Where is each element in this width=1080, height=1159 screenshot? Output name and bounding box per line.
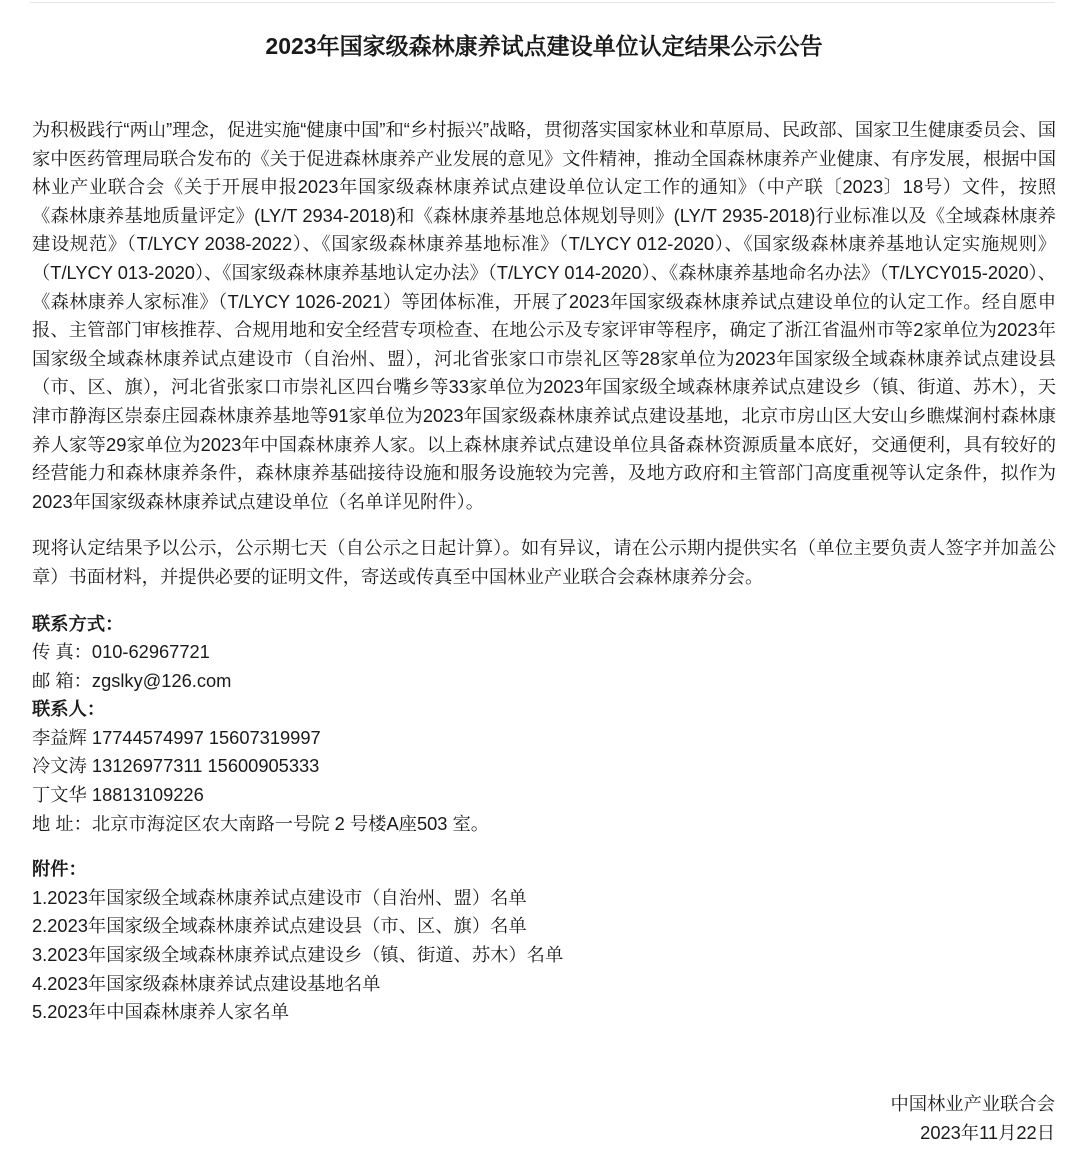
announcement-body (32, 116, 1056, 592)
page-title: 2023年国家级森林康养试点建设单位认定结果公示公告 (265, 33, 823, 59)
contact-person: 冷文涛 13126977311 15600905333 (32, 755, 320, 777)
contact-fax: 传 真：010-62967721 (32, 641, 210, 663)
attachments-section (32, 855, 1056, 1027)
contact-person: 丁文华 18813109226 (32, 784, 204, 806)
attachment-item: 3.2023年国家级全域森林康养试点建设乡（镇、街道、苏木）名单 (32, 944, 564, 966)
attachments-heading: 附件： (32, 858, 87, 880)
attachment-item: 1.2023年国家级全域森林康养试点建设市（自治州、盟）名单 (32, 886, 527, 908)
attachment-item: 2.2023年国家级全域森林康养试点建设县（市、区、旗）名单 (32, 915, 527, 937)
contact-person: 李益辉 17744574997 15607319997 (32, 726, 321, 748)
announcement-page (32, 0, 1056, 1027)
contact-people-heading: 联系人： (32, 698, 106, 720)
signature-org: 中国林业产业联合会 (890, 1093, 1055, 1114)
attachment-item: 4.2023年国家级森林康养试点建设基地名单 (32, 972, 381, 994)
attachment-item: 5.2023年中国森林康养人家名单 (32, 1001, 290, 1023)
contact-section (32, 610, 1056, 839)
contact-email: 邮 箱：zgslky@126.com (32, 669, 232, 691)
signature-date: 2023年11月22日 (920, 1121, 1055, 1143)
intro-paragraph: 为积极践行“两山”理念，促进实施“健康中国”和“乡村振兴”战略，贯彻落实国家林业和草原局、民政部、国家卫生健康委员会、国家中医药管理局联合发布的《关于促进森林康养产业发展的意见》文件精神，推动全国森林康养产业健康、有序发展，根据中国林业产业联合会《关于开展申报2023年国家级森林康养试点建设单位认定工作的通知》（中产联〔2023〕18号）文件，按照《森林康养基地质量评定》(LY/T 2934-2018)和《森林康养基地总体规划导则》(LY/T 2935-2018)行业标准以及《全域森林康养建设规范》（T/LYCY 2038-2022）、《国家级森林康养基地标准》（T/LYCY 012-2020）、《国家级森林康养基地认定实施规则》（T/LYCY 013-2020）、《国家级森林康养基地认定办法》（T/LYCY 014-2020）、《森林康养基地命名办法》（T/LYCY015-2020）、《森林康养人家标准》（T/LYCY 1026-2021）等团体标准，开展了2023年国家级森林康养试点建设单位的认定工作。经自愿申报、主管部门审核推荐、合规用地和安全经营专项检查、在地公示及专家评审等程序，确定了浙江省温州市等2家单位为2023年国家级全域森林康养试点建设市（自治州、盟），河北省张家口市崇礼区等28家单位为2023年国家级全域森林康养试点建设县（市、区、旗），河北省张家口市崇礼区四台嘴乡等33家单位为2023年国家级全域森林康养试点建设乡（镇、街道、苏木），天津市静海区崇泰庄园森林康养基地等91家单位为2023年国家级森林康养试点建设基地，北京市房山区大安山乡瞧煤涧村森林康养人家等29家单位为2023年中国森林康养人家。以上森林康养试点建设单位具备森林资源质量本底好，交通便利，具有较好的经营能力和森林康养条件，森林康养基础接待设施和服务设施较为完善，及地方政府和主管部门高度重视等认定条件，拟作为2023年国家级森林康养试点建设单位（名单详见附件）。 (32, 119, 1056, 512)
signature-block (890, 1090, 1055, 1147)
contact-heading: 联系方式： (32, 612, 124, 634)
contact-address: 地 址：北京市海淀区农大南路一号院 2 号楼A座503 室。 (32, 812, 490, 834)
notice-paragraph: 现将认定结果予以公示，公示期七天（自公示之日起计算）。如有异议，请在公示期内提供实名（单位主要负责人签字并加盖公章）书面材料，并提供必要的证明文件，寄送或传真至中国林业产业联合会森林康养分会。 (32, 537, 1056, 587)
